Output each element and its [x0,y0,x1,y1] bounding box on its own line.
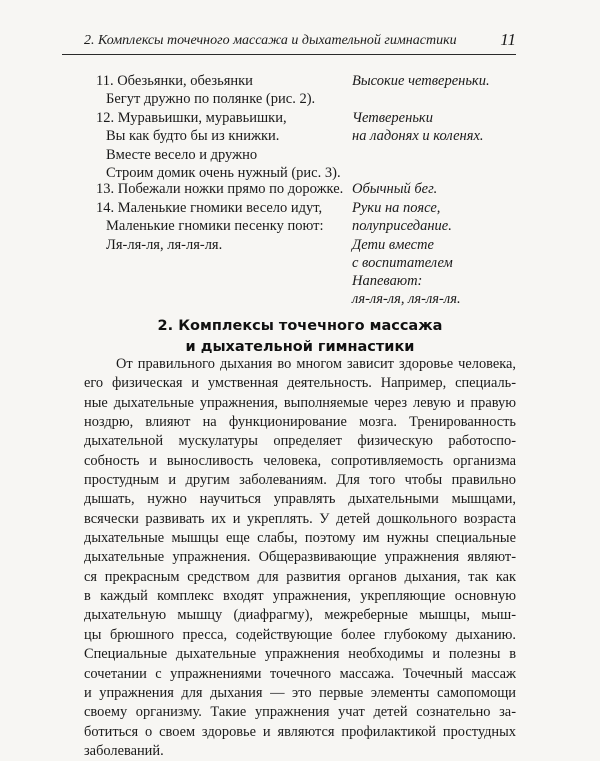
exercise-text [96,109,346,182]
text-line: Строим домик очень нужный (рис. 3). [106,164,341,181]
exercise-note [352,199,552,309]
running-title: 2. Комплексы точечного массажа и дыхательной гимнастики [84,33,457,48]
heading-line: 2. Комплексы точечного массажа [157,318,443,334]
paragraph-line: дыхательные мышцы еще слабы, поэтому им нужны специальные [84,530,516,547]
running-header [62,32,516,55]
paragraph-line: Специальные дыхательные упражнения необходимы и полезны в [84,646,516,663]
paragraph-line: дыхательные упражнения. Общеразвивающие упражнения являют- [84,549,516,566]
note-line: полуприседание. [352,218,452,235]
heading-line: и дыхательной гимнастики [185,339,415,355]
text-line: Маленькие гномики песенку поют: [106,218,324,235]
exercise-note [352,109,552,146]
paragraph-line: простудным и другим заболеваниям. Для того чтобы правильно [84,472,516,489]
page-number: 11 [500,30,516,49]
exercise-note [352,180,552,198]
text-line: 12. Муравьишки, муравьишки, [96,110,287,126]
note-line: Высокие четвереньки. [352,73,490,89]
text-line: Ля-ля-ля, ля-ля-ля. [106,236,223,253]
text-line: 14. Маленькие гномики весело идут, [96,200,323,216]
paragraph-line: своему организму. Такие упражнения учат детей сознательно за- [84,704,516,721]
exercise-text [96,72,346,109]
note-line: Четвереньки [352,110,433,126]
paragraph-line: заболеваний. [84,742,164,759]
body-paragraph [84,355,516,761]
note-line: Обычный бег. [352,181,438,197]
note-line: Напевают: [352,273,423,290]
paragraph-line: ся прекрасным средством для развития органов дыхания, так как [84,568,516,585]
note-line: с воспитателем [352,254,453,271]
paragraph-line: цы брюшного пресса, содействующие более глубокому дыханию. [84,626,516,643]
paragraph-line: дышать, нужно научиться управлять дыхательными мышцами, [84,491,516,508]
paragraph-line: ноздрю, влияют на функционирование мозга. Тренированность [84,414,516,431]
note-line: Дети вместе [352,236,434,253]
note-line: на ладонях и коленях. [352,128,484,145]
paragraph-line: его физическая и умственная деятельность. Например, специаль- [84,375,516,392]
paragraph-line: всячески развивать их и укреплять. У детей дошкольного возраста [84,510,516,527]
text-line: 13. Побежали ножки прямо по дорожке. [96,181,344,197]
paragraph-line: собность и выносливость человека, сопротивляемость организма [84,452,516,469]
text-line: 11. Обезьянки, обезьянки [96,73,253,89]
paragraph-line: От правильного дыхания во многом зависит здоровье человека, [116,356,516,372]
exercise-text [96,199,346,254]
paragraph-line: ботиться о своем здоровье и являются профилактикой простудных [84,723,516,740]
section-heading [0,316,600,358]
note-line: Руки на поясе, [352,200,441,216]
paragraph-line: и упражнения для дыхания — это первые элементы самопомощи [84,684,516,701]
text-line: Вы как будто бы из книжки. [106,128,280,145]
paragraph-line: ные дыхательные упражнения, выполняемые через левую и правую [84,394,516,411]
paragraph-line: в каждый комплекс входят упражнения, укрепляющие основную [84,588,516,605]
text-line: Бегут дружно по полянке (рис. 2). [106,91,316,108]
paragraph-line: сочетании с упражнениями точечного массажа. Точечный массаж [84,665,516,682]
note-line: ля-ля-ля, ля-ля-ля. [352,291,461,308]
exercise-text [96,180,346,198]
paragraph-line: дыхательной мускулатуры определяет физическую работоспо- [84,433,516,450]
paragraph-line: дыхательную мышцу (диафрагму), межреберные мышцы, мыш- [84,607,516,624]
text-line: Вместе весело и дружно [106,146,258,163]
exercise-note [352,72,552,90]
